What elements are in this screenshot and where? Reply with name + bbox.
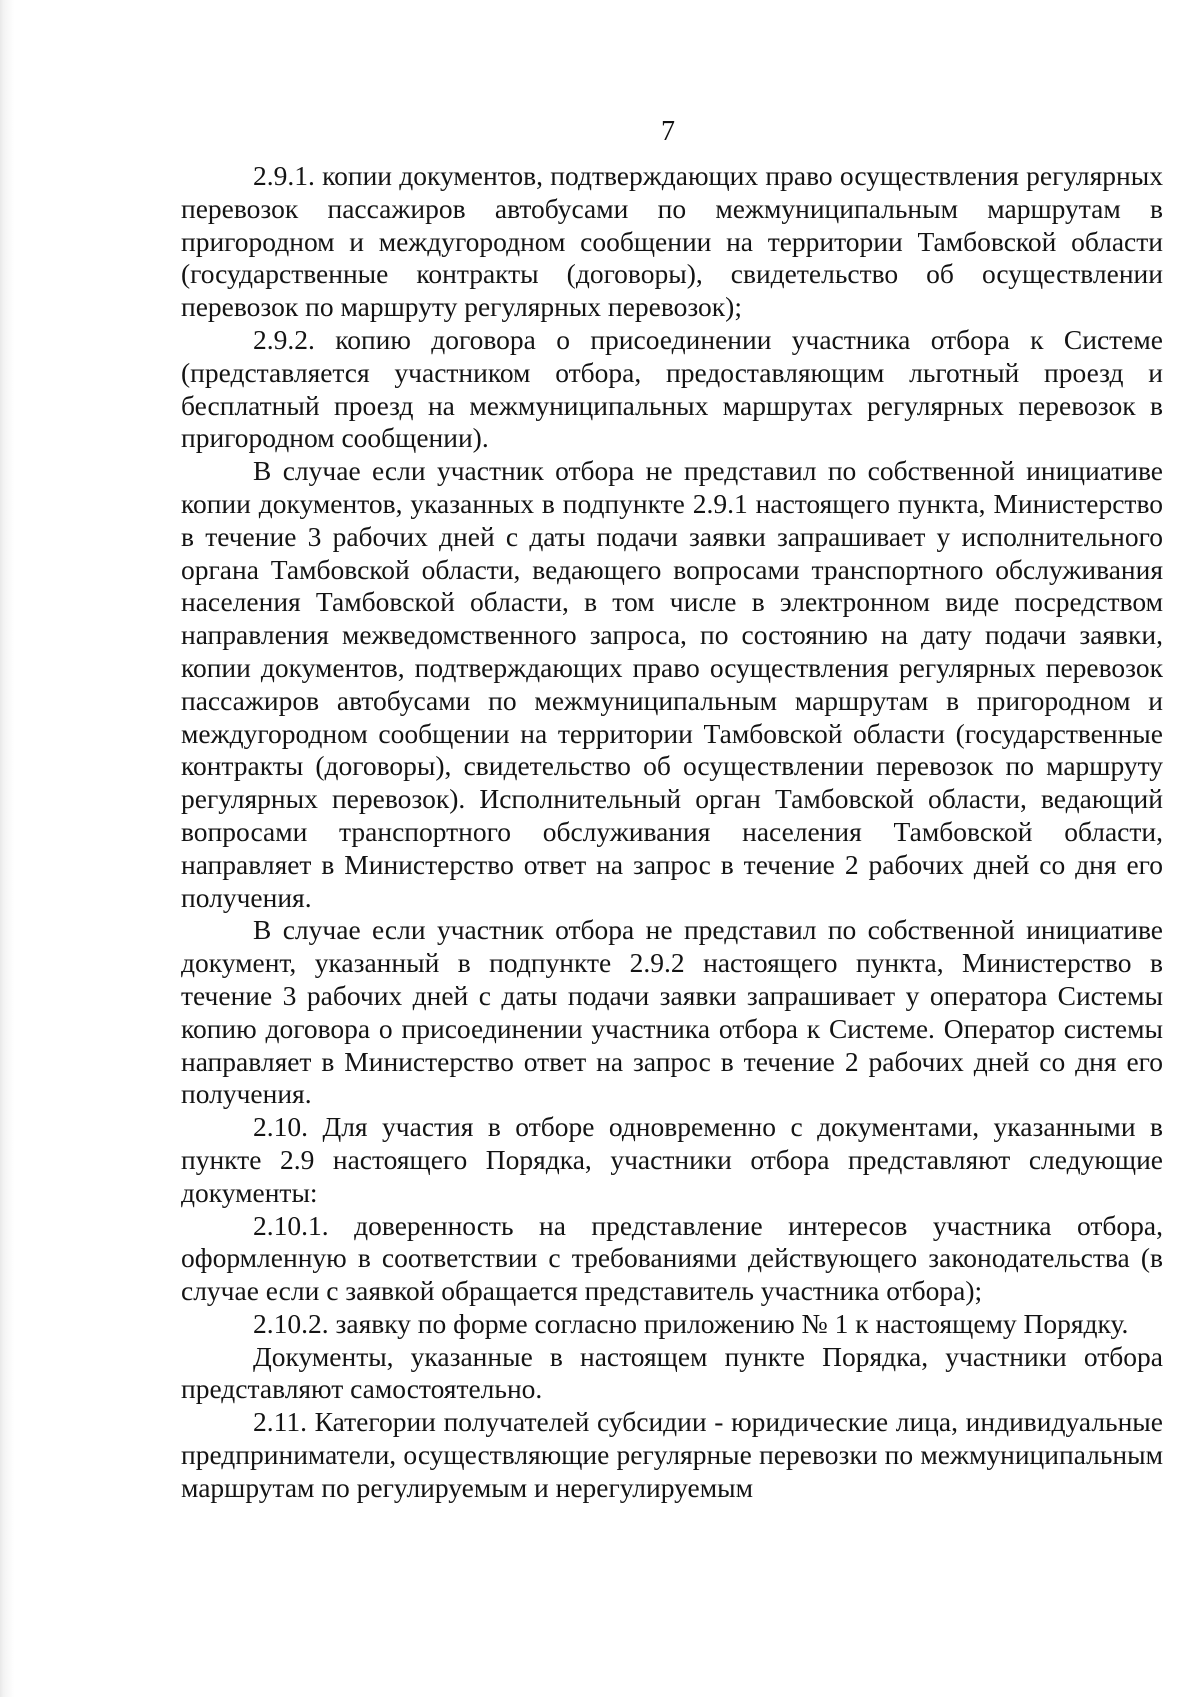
- paragraph-2-11: 2.11. Категории получателей субсидии - юридические лица, индивидуальные предприниматели, осуществляющие регулярные перевозки по межмуниципальным маршрутам по регулируемым и нерегулируемым: [181, 1406, 1163, 1503]
- document-body: [181, 160, 1163, 1505]
- paragraph-2-10-2: 2.10.2. заявку по форме согласно приложению № 1 к настоящему Порядку.: [253, 1307, 1129, 1339]
- scan-edge: [0, 0, 14, 1697]
- paragraph-2-10-1: 2.10.1. доверенность на представление интересов участника отбора, оформленную в соответствии с требованиями действующего законодательства (в случае если с заявкой обращается представитель участника отбора);: [181, 1209, 1163, 1307]
- paragraph-2-9-2: 2.9.2. копию договора о присоединении участника отбора к Системе (представляется участником отбора, предоставляющим льготный проезд и бесплатный проезд на межмуниципальных маршрутах регулярных перевозок в пригородном сообщении).: [181, 323, 1163, 454]
- paragraph-2-9-1: 2.9.1. копии документов, подтверждающих право осуществления регулярных перевозок пассажиров автобусами по межмуниципальным маршрутам в пригородном и междугородном сообщении на территории Тамбовской области (государственные контракты (договоры), свидетельство об осуществлении перевозок по маршруту регулярных перевозок);: [181, 160, 1163, 323]
- paragraph-request-documents: В случае если участник отбора не представил по собственной инициативе копии документов, указанных в подпункте 2.9.1 настоящего пункта, Министерство в течение 3 рабочих дней с даты подачи заявки запрашивает у исполнительного органа Тамбовской области, ведающего вопросами транспортного обслуживания населения Тамбовской области, в том числе в электронном виде посредством направления межведомственного запроса, по состоянию на дату подачи заявки, копии документов, подтверждающих право осуществления регулярных перевозок пассажиров автобусами по межмуниципальным маршрутам в пригородном и междугородном сообщении на территории Тамбовской области (государственные контракты (договоры), свидетельство об осуществлении перевозок по маршруту регулярных перевозок). Исполнительный орган Тамбовской области, ведающий вопросами транспортного обслуживания населения Тамбовской области, направляет в Министерство ответ на запрос в течение 2 рабочих дней со дня его получения.: [181, 455, 1163, 913]
- paragraph-2-10: 2.10. Для участия в отборе одновременно с документами, указанными в пункте 2.9 настоящего Порядка, участники отбора представляют следующие документы:: [181, 1111, 1163, 1208]
- paragraph-request-contract: В случае если участник отбора не представил по собственной инициативе документ, указанный в подпункте 2.9.2 настоящего пункта, Министерство в течение 3 рабочих дней с даты подачи заявки запрашивает у оператора Системы копию договора о присоединении участника отбора к Системе. Оператор системы направляет в Министерство ответ на запрос в течение 2 рабочих дней со дня его получения.: [181, 914, 1163, 1110]
- paragraph-self-submission: Документы, указанные в настоящем пункте Порядка, участники отбора представляют самостоятельно.: [181, 1340, 1163, 1405]
- page-number: 7: [661, 116, 675, 147]
